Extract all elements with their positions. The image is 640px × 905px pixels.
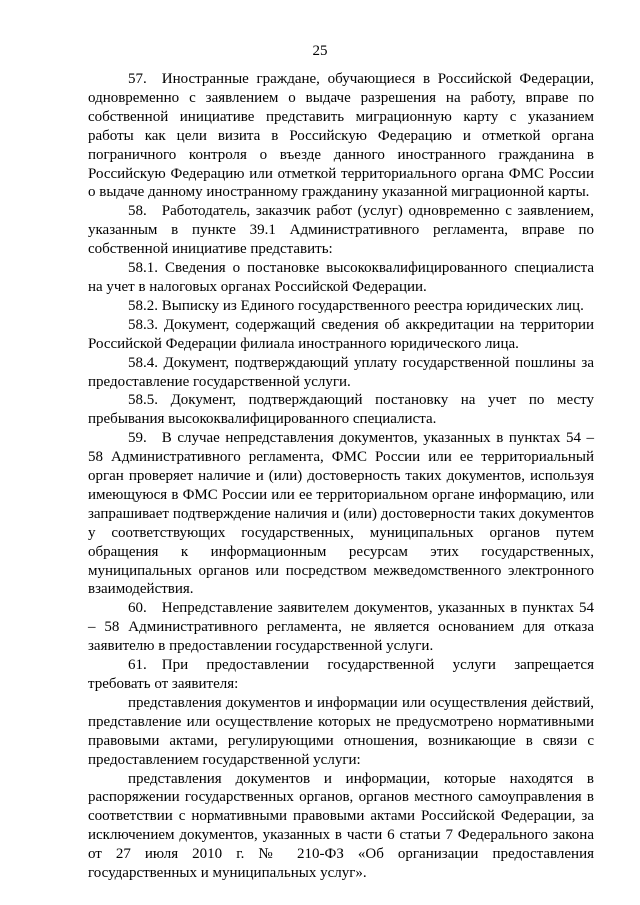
paragraph-58-4: 58.4. Документ, подтверждающий уплату государственной пошлины за предоставление государственной услуги. <box>88 354 594 390</box>
paragraph-59: 59. В случае непредставления документов, указанных в пунктах 54 – 58 Административного регламента, ФМС России или ее территориальный орган проверяет наличие и (или) достоверность таких документов, используя имеющуюся в ФМС России или ее территориальном органе информацию, или запрашивает подтверждение наличия и (или) достоверности таких документов у соответствующих государственных, муниципальных органов путем обращения к информационным ресурсам этих государственных, муниципальных органов или посредством межведомственного электронного взаимодействия. <box>88 430 594 598</box>
paragraph-58-5: 58.5. Документ, подтверждающий постановку на учет по месту пребывания высококвалифицированного специалиста. <box>88 392 594 428</box>
paragraph-58-3: 58.3. Документ, содержащий сведения об аккредитации на территории Российской Федерации филиала иностранного юридического лица. <box>88 316 594 352</box>
paragraph-60: 60. Непредставление заявителем документов, указанных в пунктах 54 – 58 Административного регламента, не является основанием для отказа заявителю в предоставлении государственной услуги. <box>88 600 594 655</box>
paragraph-61: 61. При предоставлении государственной услуги запрещается требовать от заявителя: <box>88 657 594 692</box>
document-body <box>88 70 594 883</box>
paragraph-58-2: 58.2. Выписку из Единого государственного реестра юридических лиц. <box>128 297 584 314</box>
paragraph-58: 58. Работодатель, заказчик работ (услуг) одновременно с заявлением, указанным в пункте 39.1 Административного регламента, вправе по собственной инициативе представить: <box>88 203 594 258</box>
paragraph-57: 57. Иностранные граждане, обучающиеся в Российской Федерации, одновременно с заявлением о выдаче разрешения на работу, вправе по собственной инициативе представить миграционную карту с указанием работы как цели визита в Российскую Федерацию и отметкой органа пограничного контроля о въезде данного иностранного гражданина в Российскую Федерацию или отметкой территориального органа ФМС России о выдаче данному иностранному гражданину указанной миграционной карты. <box>88 71 594 201</box>
paragraph-61-item-1: представления документов и информации или осуществления действий, представление или осуществление которых не предусмотрено нормативными правовыми актами, регулирующими отношения, возникающие в связи с предоставлением государственной услуги: <box>88 694 594 768</box>
paragraph-61-item-2: представления документов и информации, которые находятся в распоряжении государственных органов, органов местного самоуправления в соответствии с нормативными правовыми актами Российской Федерации, за исключением документов, указанных в части 6 статьи 7 Федерального закона от 27 июля 2010 г. № 210-ФЗ «Об организации предоставления государственных и муниципальных услуг». <box>88 770 594 882</box>
page-number: 25 <box>312 43 328 59</box>
paragraph-58-1: 58.1. Сведения о постановке высококвалифицированного специалиста на учет в налоговых органах Российской Федерации. <box>88 260 594 295</box>
